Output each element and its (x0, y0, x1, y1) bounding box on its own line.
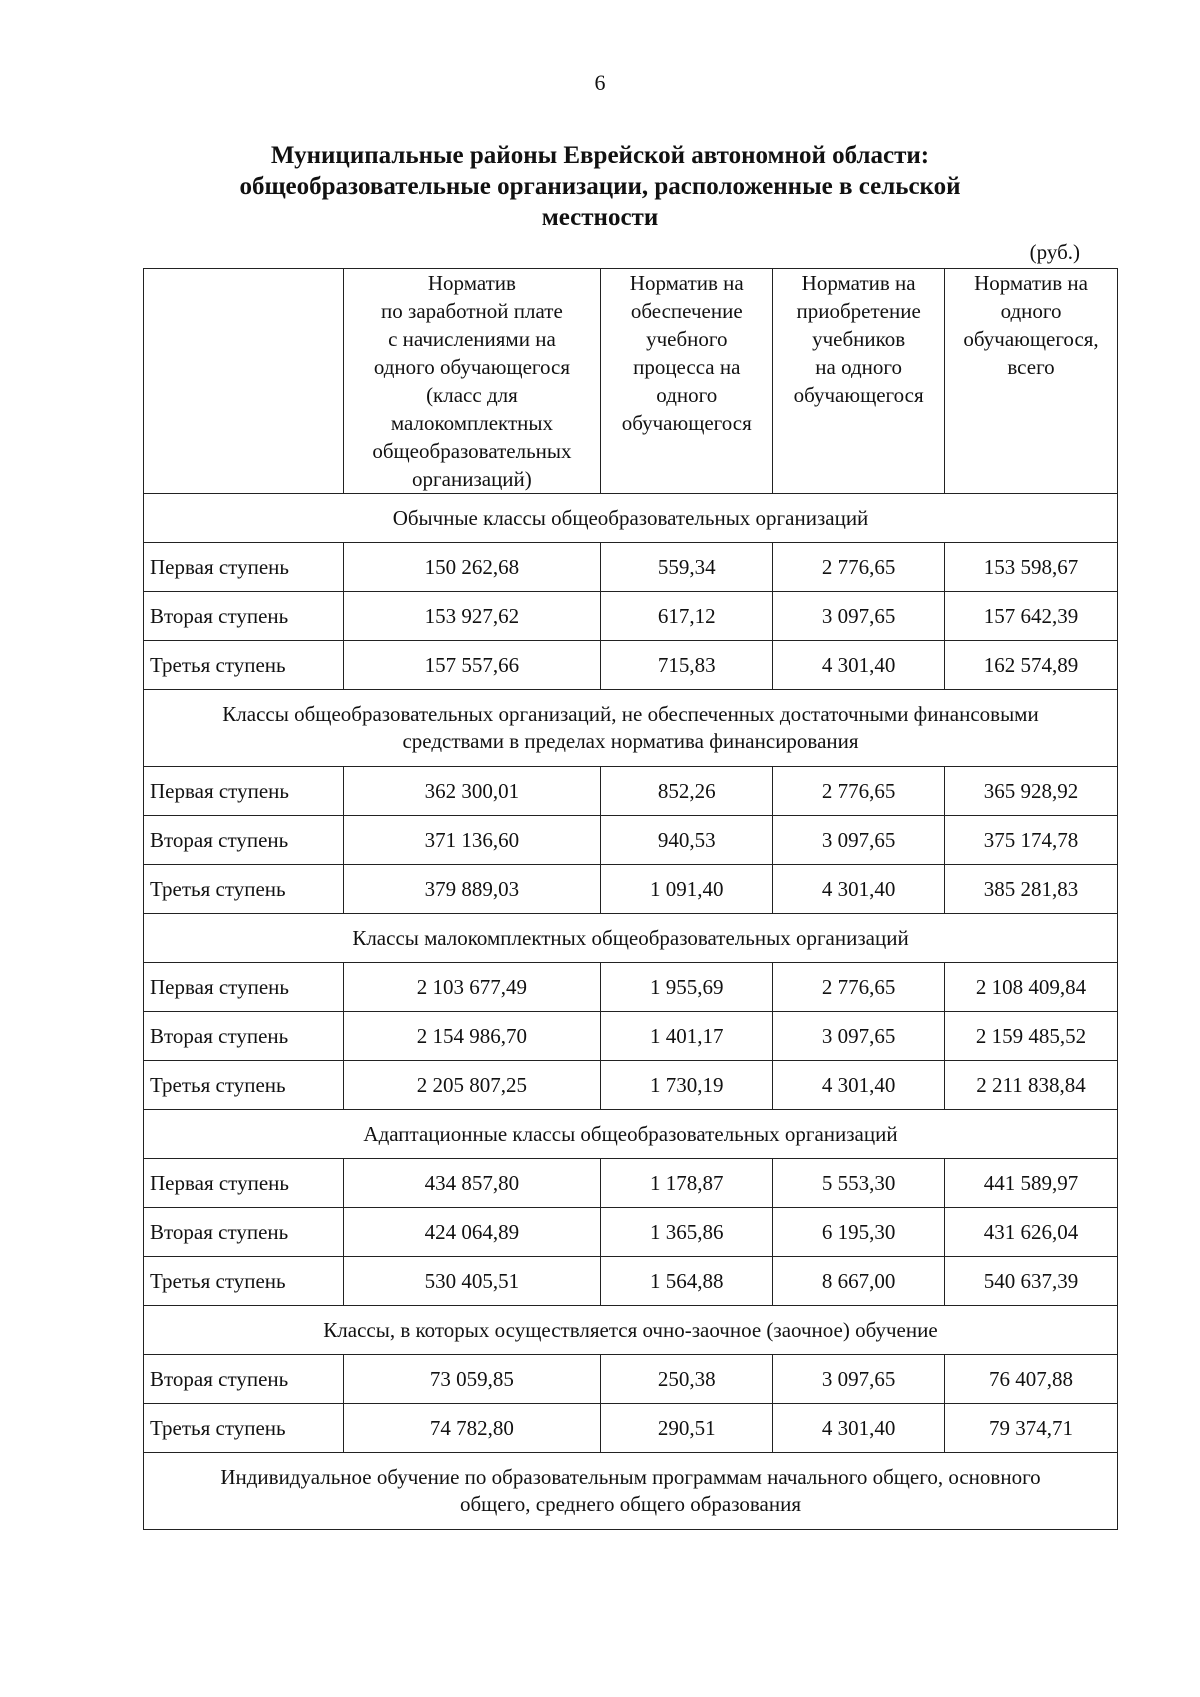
cell-process: 559,34 (601, 543, 773, 592)
header-empty (144, 269, 344, 494)
header-line: Норматив (427, 271, 516, 295)
cell-textbooks: 5 553,30 (773, 1159, 945, 1208)
cell-total: 2 159 485,52 (945, 1012, 1118, 1061)
header-line: приобретение (796, 299, 921, 323)
header-line: обучающегося (793, 383, 924, 407)
row-label: Первая ступень (144, 767, 344, 816)
cell-textbooks: 8 667,00 (773, 1257, 945, 1306)
section-row (144, 1306, 1118, 1355)
cell-total: 375 174,78 (945, 816, 1118, 865)
header-line: одного (656, 383, 718, 407)
cell-salary: 434 857,80 (343, 1159, 601, 1208)
header-line: по заработной плате (381, 299, 563, 323)
section-title (144, 494, 1118, 543)
section-row (144, 1110, 1118, 1159)
cell-salary: 74 782,80 (343, 1404, 601, 1453)
table-row (144, 963, 1118, 1012)
row-label: Третья ступень (144, 865, 344, 914)
section-row (144, 1453, 1118, 1530)
cell-textbooks: 4 301,40 (773, 641, 945, 690)
section-title (144, 1453, 1118, 1530)
row-label: Третья ступень (144, 1257, 344, 1306)
cell-total: 431 626,04 (945, 1208, 1118, 1257)
header-total-norm (945, 269, 1118, 494)
section-title-line: Классы общеобразовательных организаций, не обеспеченных достаточными финансовыми (222, 702, 1039, 726)
header-line: обучающегося (621, 411, 752, 435)
row-label: Первая ступень (144, 543, 344, 592)
cell-total: 2 108 409,84 (945, 963, 1118, 1012)
cell-process: 852,26 (601, 767, 773, 816)
cell-textbooks: 6 195,30 (773, 1208, 945, 1257)
cell-textbooks: 3 097,65 (773, 1355, 945, 1404)
header-process-norm (601, 269, 773, 494)
header-line: всего (1007, 355, 1055, 379)
cell-process: 940,53 (601, 816, 773, 865)
table-row (144, 1404, 1118, 1453)
cell-total: 385 281,83 (945, 865, 1118, 914)
page-number: 6 (594, 70, 606, 95)
cell-textbooks: 3 097,65 (773, 816, 945, 865)
header-line: малокомплектных (390, 411, 553, 435)
header-line: обучающегося, (963, 327, 1099, 351)
cell-salary: 379 889,03 (343, 865, 601, 914)
cell-textbooks: 4 301,40 (773, 865, 945, 914)
cell-process: 250,38 (601, 1355, 773, 1404)
cell-total: 153 598,67 (945, 543, 1118, 592)
header-line: Норматив на (801, 271, 916, 295)
row-label: Вторая ступень (144, 1355, 344, 1404)
cell-process: 1 091,40 (601, 865, 773, 914)
section-title (144, 690, 1118, 767)
section-row (144, 690, 1118, 767)
table-row (144, 1061, 1118, 1110)
cell-process: 1 564,88 (601, 1257, 773, 1306)
cell-textbooks: 2 776,65 (773, 767, 945, 816)
section-title (144, 1306, 1118, 1355)
header-textbooks-norm (773, 269, 945, 494)
table-row (144, 641, 1118, 690)
title-line: местности (541, 204, 659, 231)
section-row (144, 494, 1118, 543)
cell-salary: 424 064,89 (343, 1208, 601, 1257)
cell-total: 79 374,71 (945, 1404, 1118, 1453)
cell-process: 617,12 (601, 592, 773, 641)
section-title (144, 914, 1118, 963)
table-row (144, 1208, 1118, 1257)
header-line: Норматив на (629, 271, 744, 295)
cell-total: 76 407,88 (945, 1355, 1118, 1404)
cell-textbooks: 2 776,65 (773, 963, 945, 1012)
cell-salary: 2 154 986,70 (343, 1012, 601, 1061)
header-salary-norm (343, 269, 601, 494)
header-line: процесса на (633, 355, 741, 379)
row-label: Вторая ступень (144, 1208, 344, 1257)
table-row (144, 1012, 1118, 1061)
cell-salary: 153 927,62 (343, 592, 601, 641)
cell-total: 2 211 838,84 (945, 1061, 1118, 1110)
header-line: одного (1000, 299, 1062, 323)
table-row (144, 1159, 1118, 1208)
header-line: учебного (646, 327, 728, 351)
header-line: общеобразовательных (372, 439, 572, 463)
header-line: с начислениями на (388, 327, 556, 351)
cell-salary: 2 205 807,25 (343, 1061, 601, 1110)
row-label: Вторая ступень (144, 592, 344, 641)
cell-textbooks: 3 097,65 (773, 1012, 945, 1061)
row-label: Вторая ступень (144, 816, 344, 865)
cell-salary: 150 262,68 (343, 543, 601, 592)
header-line: на одного (815, 355, 902, 379)
cell-textbooks: 3 097,65 (773, 592, 945, 641)
header-line: организаций) (412, 467, 532, 491)
row-label: Третья ступень (144, 1404, 344, 1453)
cell-total: 365 928,92 (945, 767, 1118, 816)
cell-process: 1 955,69 (601, 963, 773, 1012)
section-title-line: Адаптационные классы общеобразовательных организаций (363, 1121, 898, 1146)
table-row (144, 1257, 1118, 1306)
section-title (144, 1110, 1118, 1159)
table-row (144, 1355, 1118, 1404)
cell-textbooks: 4 301,40 (773, 1404, 945, 1453)
section-row (144, 914, 1118, 963)
section-title-line: Классы малокомплектных общеобразовательных организаций (352, 925, 909, 950)
title-line: Муниципальные районы Еврейской автономной области: (270, 142, 930, 169)
table-row (144, 816, 1118, 865)
cell-process: 1 365,86 (601, 1208, 773, 1257)
table-header-row (144, 269, 1118, 494)
header-line: одного обучающегося (373, 355, 571, 379)
section-title-line: Индивидуальное обучение по образовательным программам начального общего, основного (220, 1465, 1041, 1489)
row-label: Первая ступень (144, 1159, 344, 1208)
row-label: Третья ступень (144, 641, 344, 690)
table-row (144, 865, 1118, 914)
cell-total: 157 642,39 (945, 592, 1118, 641)
header-line: (класс для (426, 383, 518, 407)
cell-salary: 362 300,01 (343, 767, 601, 816)
cell-textbooks: 4 301,40 (773, 1061, 945, 1110)
header-line: учебников (812, 327, 906, 351)
cell-salary: 157 557,66 (343, 641, 601, 690)
section-title-line: Обычные классы общеобразовательных организаций (392, 505, 869, 530)
section-title-line: средствами в пределах норматива финансирования (402, 729, 859, 753)
table-row (144, 543, 1118, 592)
table-row (144, 767, 1118, 816)
cell-salary: 530 405,51 (343, 1257, 601, 1306)
cell-process: 1 178,87 (601, 1159, 773, 1208)
title-line: общеобразовательные организации, расположенные в сельской (239, 173, 961, 200)
cell-total: 540 637,39 (945, 1257, 1118, 1306)
cell-process: 1 401,17 (601, 1012, 773, 1061)
cell-process: 290,51 (601, 1404, 773, 1453)
norms-table (143, 268, 1118, 1530)
page-title (150, 140, 1050, 233)
row-label: Вторая ступень (144, 1012, 344, 1061)
cell-total: 441 589,97 (945, 1159, 1118, 1208)
cell-process: 1 730,19 (601, 1061, 773, 1110)
currency-note: (руб.) (1029, 240, 1080, 264)
cell-salary: 371 136,60 (343, 816, 601, 865)
row-label: Первая ступень (144, 963, 344, 1012)
row-label: Третья ступень (144, 1061, 344, 1110)
header-line: обеспечение (630, 299, 743, 323)
section-title-line: общего, среднего общего образования (459, 1492, 801, 1516)
cell-process: 715,83 (601, 641, 773, 690)
header-line: Норматив на (974, 271, 1088, 295)
cell-textbooks: 2 776,65 (773, 543, 945, 592)
table-row (144, 592, 1118, 641)
section-title-line: Классы, в которых осуществляется очно-заочное (заочное) обучение (323, 1317, 938, 1342)
cell-total: 162 574,89 (945, 641, 1118, 690)
cell-salary: 2 103 677,49 (343, 963, 601, 1012)
cell-salary: 73 059,85 (343, 1355, 601, 1404)
